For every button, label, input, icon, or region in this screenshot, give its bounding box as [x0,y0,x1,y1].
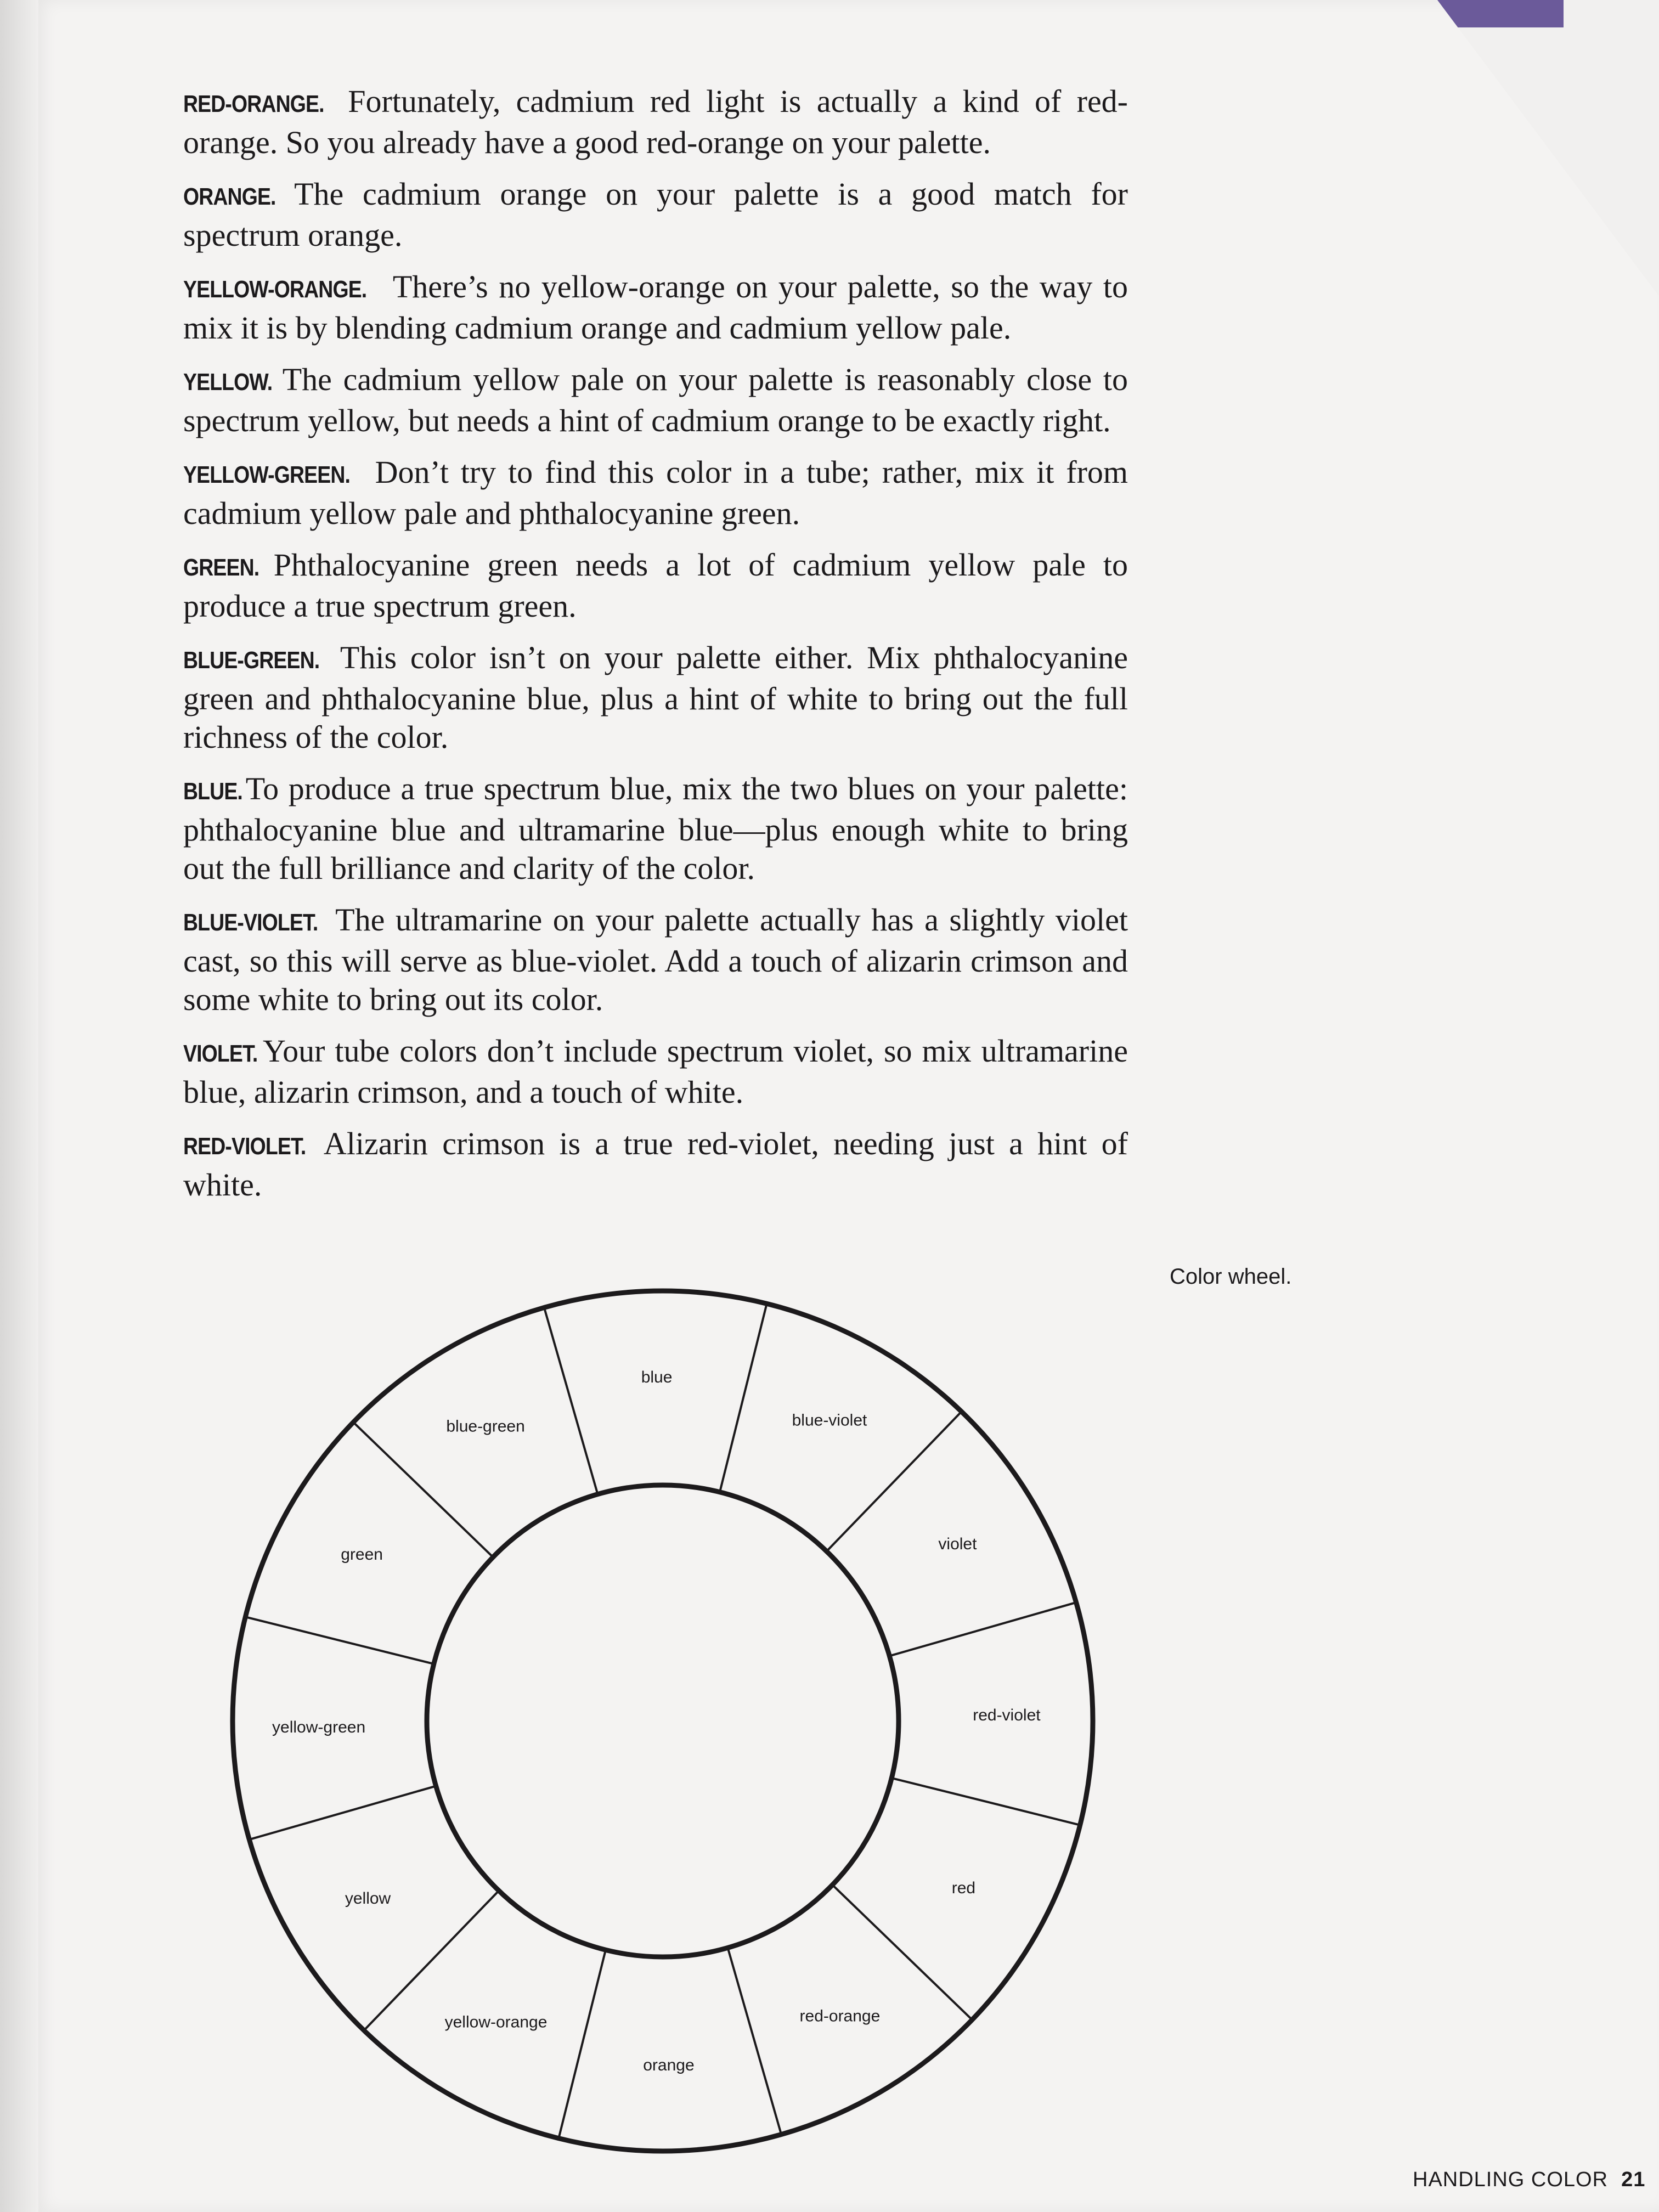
term: YELLOW-ORANGE. [183,276,367,303]
wheel-segment-divider [832,1885,972,2020]
wheel-label-red: red [951,1878,976,1897]
term: VIOLET. [183,1040,258,1067]
running-footer [1413,2168,1645,2192]
definition: Don’t try to find this color in a tube; rather, mix it from cadmium yellow pale and phthalocyanine green. [183,454,1128,531]
wheel-label-blue-violet: blue-violet [792,1411,867,1430]
term: BLUE-GREEN. [183,647,320,674]
wheel-label-yellow-green: yellow-green [272,1718,366,1736]
definition: Phthalocyanine green needs a lot of cadmium yellow pale to produce a true spectrum green. [183,547,1128,624]
wheel-segment-divider [249,1786,436,1840]
term: BLUE. [183,778,242,805]
definition: Your tube colors don’t include spectrum violet, so mix ultramarine blue, alizarin crimson, and a touch of white. [183,1033,1128,1110]
definition: Alizarin crimson is a true red-violet, needing just a hint of white. [183,1126,1128,1203]
wheel-label-violet: violet [938,1535,977,1554]
definition: There’s no yellow-orange on your palette, so the way to mix it is by blending cadmium orange and cadmium yellow pale. [183,269,1128,346]
section-title: HANDLING COLOR [1413,2168,1609,2191]
definition: This color isn’t on your palette either. Mix phthalocyanine green and phthalocyanine blue, plus a hint of white to bring out the full richness of the color. [183,640,1128,755]
term: RED-VIOLET. [183,1133,306,1160]
term: YELLOW-GREEN. [183,461,351,488]
definition: Fortunately, cadmium red light is actually a kind of red-orange. So you already have a good red-orange on your palette. [183,83,1128,160]
wheel-segment-divider [544,1307,598,1494]
wheel-segment-divider [827,1412,962,1551]
wheel-label-yellow-orange: yellow-orange [444,2013,548,2032]
term: YELLOW. [183,369,273,396]
wheel-label-blue-green: blue-green [446,1417,525,1436]
term: GREEN. [183,554,259,581]
wheel-label-green: green [341,1545,383,1564]
wheel-segment-divider [353,1422,493,1557]
wheel-label-yellow: yellow [345,1889,391,1908]
definition: The cadmium yellow pale on your palette is reasonably close to spectrum yellow, but needs a hint of cadmium orange to be exactly right. [183,362,1128,438]
wheel-label-blue: blue [641,1368,673,1387]
wheel-inner-ring [427,1485,899,1957]
page-number: 21 [1621,2168,1646,2191]
figure-caption: Color wheel. [1170,1265,1292,1289]
definition: To produce a true spectrum blue, mix the two blues on your palette: phthalocyanine blue and ultramarine blue—plus enough white to bring out the full brilliance and clarity of the color. [183,771,1128,886]
wheel-segment-divider [558,1950,606,2138]
term: RED-ORANGE. [183,91,324,117]
term: BLUE-VIOLET. [183,909,318,936]
wheel-segment-divider [720,1304,767,1492]
wheel-segment-divider [889,1602,1076,1656]
definition: The ultramarine on your palette actually has a slightly violet cast, so this will serve as blue-violet. Add a touch of alizarin crimson and some white to bring out its color. [183,902,1128,1017]
wheel-label-red-violet: red-violet [973,1706,1041,1725]
wheel-segment-divider [245,1617,433,1664]
wheel-label-red-orange: red-orange [799,2007,881,2025]
wheel-label-orange: orange [643,2056,695,2074]
wheel-segment-divider [364,1891,499,2030]
wheel-segment-divider [891,1778,1080,1825]
definition: The cadmium orange on your palette is a good match for spectrum orange. [183,176,1128,253]
wheel-segment-divider [728,1948,782,2134]
term: ORANGE. [183,183,276,210]
